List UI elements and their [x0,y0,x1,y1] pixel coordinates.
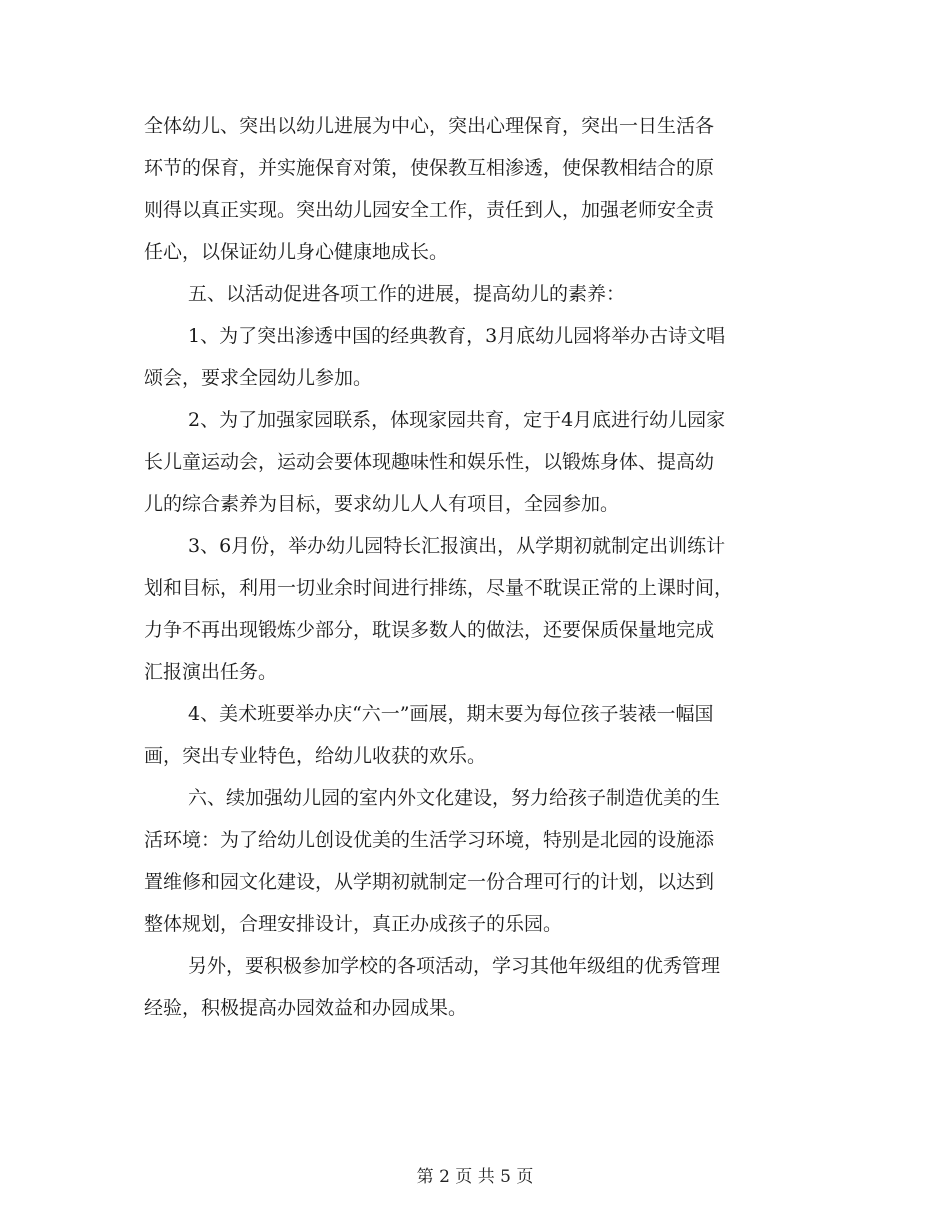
text-line: 4、美术班要举办庆“六一”画展，期末要为每位孩子装裱一幅国 [188,703,714,725]
text-line: 2、为了加强家园联系，体现家园共育，定于4月底进行幼儿园家 [188,409,726,431]
text-line: 1、为了突出渗透中国的经典教育，3月底幼儿园将举办古诗文唱 [188,325,726,347]
text-line: 汇报演出任务。 [144,661,278,683]
text-line: 另外，要积极参加学校的各项活动，学习其他年级组的优秀管理 [188,955,721,977]
text-line: 长儿童运动会，运动会要体现趣味性和娱乐性，以锻炼身体、提高幼 [144,451,715,473]
section-heading-six: 六、续加强幼儿园的室内外文化建设，努力给孩子制造优美的生 [188,787,721,809]
text-line: 整体规划，合理安排设计，真正办成孩子的乐园。 [144,913,563,935]
text-line: 儿的综合素养为目标，要求幼儿人人有项目，全园参加。 [144,493,620,515]
text-line: 画，突出专业特色，给幼儿收获的欢乐。 [144,745,487,767]
section-heading-five: 五、以活动促进各项工作的进展，提高幼儿的素养： [188,283,626,305]
text-line: 活环境：为了给幼儿创设优美的生活学习环境，特别是北园的设施添 [144,829,715,851]
text-line: 置维修和园文化建设，从学期初就制定一份合理可行的计划，以达到 [144,871,715,893]
text-line: 任心，以保证幼儿身心健康地成长。 [144,241,449,263]
text-line: 则得以真正实现。突出幼儿园安全工作，责任到人，加强老师安全责 [144,199,715,221]
text-line: 环节的保育，并实施保育对策，使保教互相渗透，使保教相结合的原 [144,157,715,179]
text-line: 划和目标，利用一切业余时间进行排练，尽量不耽误正常的上课时间， [144,577,734,599]
page-number: 第 2 页 共 5 页 [416,1167,534,1187]
text-line: 3、6月份，举办幼儿园特长汇报演出，从学期初就制定出训练计 [188,535,726,557]
text-line: 力争不再出现锻炼少部分，耽误多数人的做法，还要保质保量地完成 [144,619,715,641]
text-line: 经验，积极提高办园效益和办园成果。 [144,997,468,1019]
text-line: 全体幼儿、突出以幼儿进展为中心，突出心理保育，突出一日生活各 [144,115,715,137]
text-line: 颂会，要求全园幼儿参加。 [144,367,373,389]
document-body [144,105,812,1029]
